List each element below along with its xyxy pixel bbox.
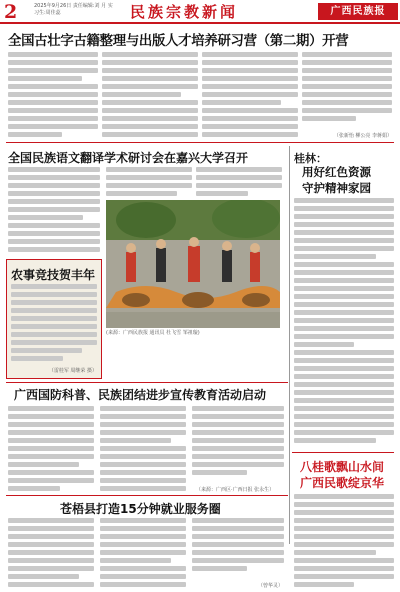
harvest-photo-image: [106, 200, 280, 328]
bagui-headline-line1: 八桂歌飘山水间: [300, 460, 385, 474]
guilin-body: [294, 198, 394, 450]
right-column-divider: [289, 146, 290, 544]
section-title: 民族宗教新闻: [130, 3, 239, 21]
masthead: [0, 0, 400, 24]
divider-lead: [6, 142, 394, 143]
harvest-feature-box: [6, 259, 102, 379]
defense-body-col-3: [192, 406, 284, 484]
bagui-body: [294, 494, 394, 588]
employment-body-col-2: [100, 518, 186, 588]
employment-body-col-3: [192, 518, 284, 580]
employment-credit: （曾华灵）: [258, 583, 284, 589]
paper-name-badge: 广西民族报: [318, 3, 398, 20]
seminar-body-col-1: [8, 167, 100, 253]
defense-body-col-1: [8, 406, 94, 492]
divider-defense: [6, 382, 288, 383]
guilin-headline-line3: 守护精神家园: [302, 181, 371, 195]
divider-bagui: [292, 452, 394, 453]
guilin-headline-prefix: 桂林：: [294, 152, 327, 165]
harvest-photo: [106, 200, 280, 328]
defense-body-col-2: [100, 406, 186, 492]
lead-body-col-1: [8, 52, 98, 142]
harvest-feature-text: [11, 284, 97, 364]
issue-meta: 2025年9月26日 责任编辑:刘 月 实习生:周佳蕊: [34, 3, 113, 16]
seminar-headline: 全国民族语文翻译学术研讨会在嘉兴大学召开: [8, 151, 249, 165]
defense-credit: （来源：广西区·广西日报 张永生）: [196, 487, 275, 493]
guilin-headline-line2: 用好红色资源: [302, 165, 371, 179]
lead-body-col-2: [102, 52, 198, 142]
seminar-body-col-2: [106, 167, 192, 197]
lead-body-col-3: [202, 52, 298, 142]
defense-headline: 广西国防科普、民族团结进步宣传教育活动启动: [14, 388, 267, 402]
lead-headline: 全国古壮字古籍整理与出版人才培养研习营（第二期）开营: [8, 34, 349, 49]
divider-employment: [6, 495, 288, 496]
seminar-body-col-3: [196, 167, 282, 197]
harvest-feature-credit: （雷桂军 周继荣 摄）: [48, 368, 97, 374]
page-number: 2: [4, 1, 18, 23]
lead-body-col-4: [302, 52, 392, 132]
employment-body-col-1: [8, 518, 94, 588]
bagui-headline-line2: 广西民歌绽京华: [300, 476, 385, 490]
harvest-feature-title: 农事竞技贺丰年: [11, 268, 96, 282]
employment-headline: 苍梧县打造15分钟就业服务圈: [60, 502, 221, 516]
photo-caption: (来源：广西民族报 通讯员 杜飞雪 邹祖璇): [106, 330, 200, 336]
lead-credit: （张新怡 柳公亮 李蒋娟）: [333, 133, 392, 139]
